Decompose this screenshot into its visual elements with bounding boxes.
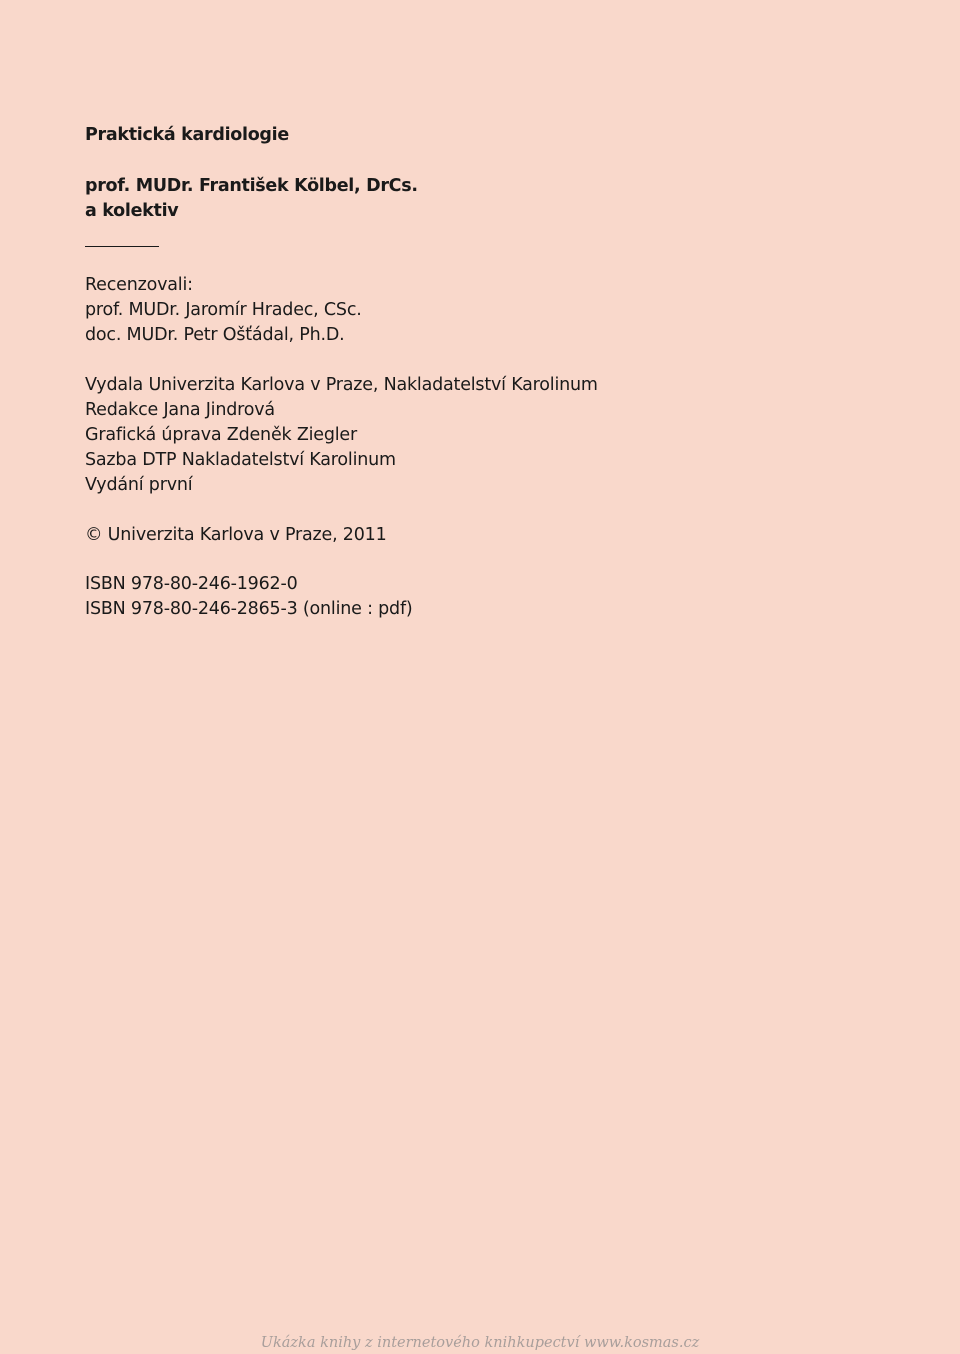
separator-rule bbox=[85, 246, 159, 247]
book-author: prof. MUDr. František Kölbel, DrCs. bbox=[85, 176, 418, 196]
reviewer-name: prof. MUDr. Jaromír Hradec, CSc. bbox=[85, 300, 362, 320]
footer-watermark: Ukázka knihy z internetového knihkupectví www.kosmas.cz bbox=[260, 1335, 700, 1351]
copyright-line: © Univerzita Karlova v Praze, 2011 bbox=[85, 525, 387, 545]
reviewer-name: doc. MUDr. Petr Ošťádal, Ph.D. bbox=[85, 325, 345, 345]
book-title: Praktická kardiologie bbox=[85, 125, 289, 145]
isbn-online: ISBN 978-80-246-2865-3 (online : pdf) bbox=[85, 599, 413, 619]
typesetting-line: Sazba DTP Nakladatelství Karolinum bbox=[85, 450, 396, 470]
graphic-design-line: Grafická úprava Zdeněk Ziegler bbox=[85, 425, 357, 445]
editor-line: Redakce Jana Jindrová bbox=[85, 400, 275, 420]
publisher-line: Vydala Univerzita Karlova v Praze, Nakladatelství Karolinum bbox=[85, 375, 598, 395]
edition-line: Vydání první bbox=[85, 475, 193, 495]
isbn-print: ISBN 978-80-246-1962-0 bbox=[85, 574, 298, 594]
reviewers-label: Recenzovali: bbox=[85, 275, 193, 295]
book-coauthors: a kolektiv bbox=[85, 201, 179, 221]
